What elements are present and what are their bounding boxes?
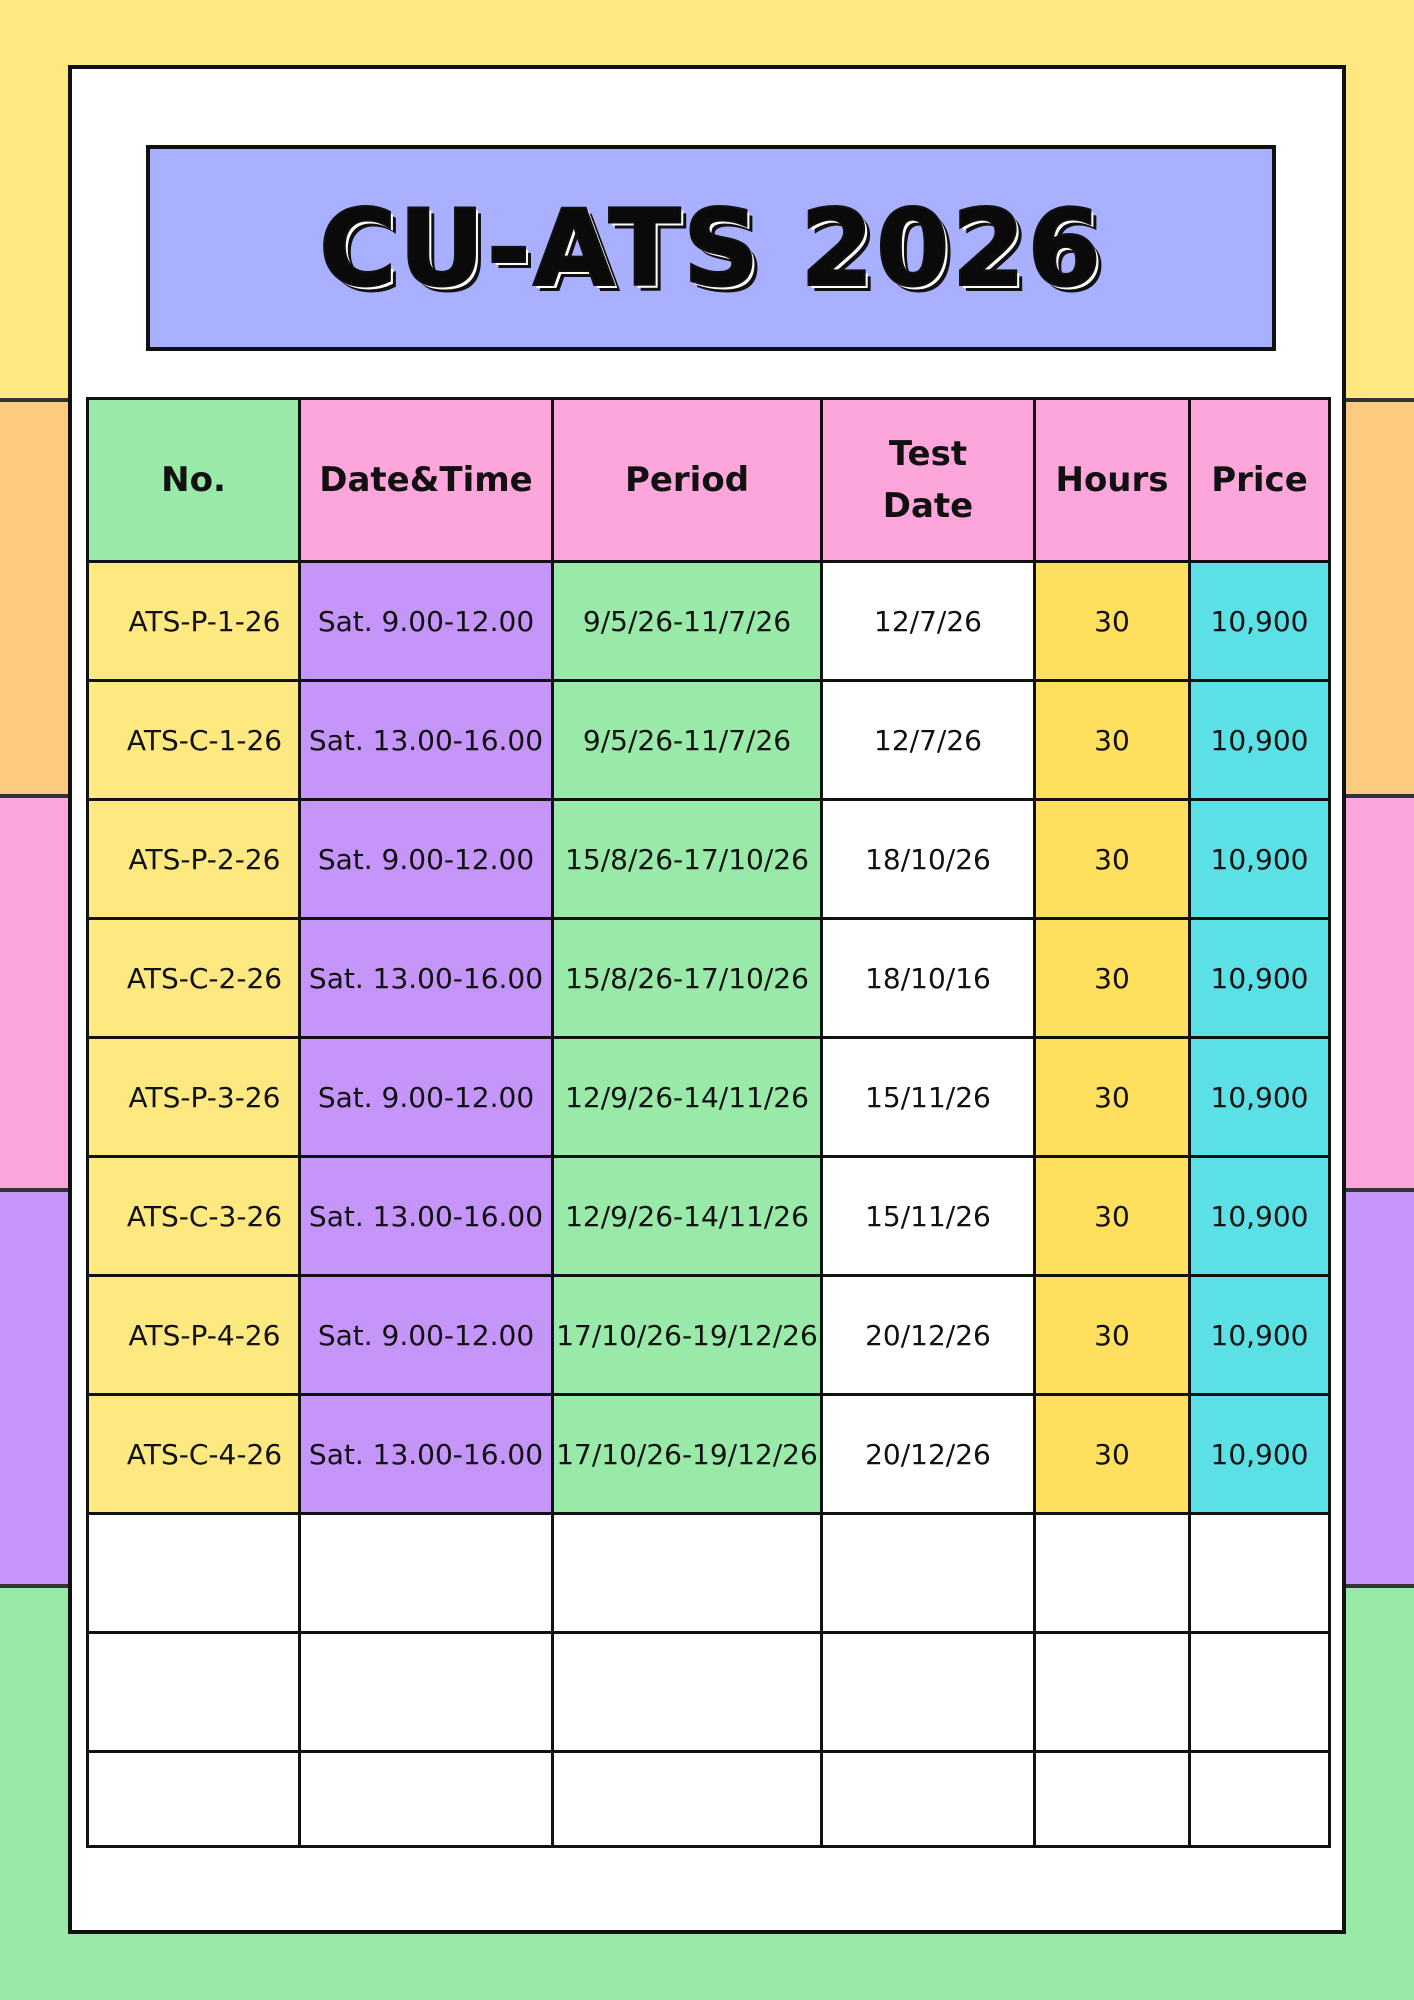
cell-price: 10,900 [1190, 1395, 1330, 1514]
cell-period: 17/10/26-19/12/26 [553, 1395, 822, 1514]
empty-cell [88, 1752, 300, 1847]
cell-hours: 30 [1035, 1276, 1190, 1395]
cell-no: ATS-P-2-26 [88, 800, 300, 919]
cell-datetime: Sat. 9.00-12.00 [300, 800, 553, 919]
empty-cell [1190, 1633, 1330, 1752]
cell-hours: 30 [1035, 1157, 1190, 1276]
cell-price: 10,900 [1190, 1157, 1330, 1276]
empty-cell [1035, 1514, 1190, 1633]
header-hours: Hours [1035, 399, 1190, 562]
table-row [88, 1395, 1330, 1514]
empty-cell [1190, 1514, 1330, 1633]
cell-datetime: Sat. 13.00-16.00 [300, 681, 553, 800]
cell-datetime: Sat. 13.00-16.00 [300, 1395, 553, 1514]
cell-no: ATS-C-1-26 [88, 681, 300, 800]
title-banner [146, 145, 1276, 351]
table-row [88, 562, 1330, 681]
schedule-table [86, 397, 1331, 1848]
cell-period: 9/5/26-11/7/26 [553, 562, 822, 681]
cell-price: 10,900 [1190, 919, 1330, 1038]
cell-no: ATS-C-4-26 [88, 1395, 300, 1514]
cell-test-date: 20/12/26 [822, 1395, 1035, 1514]
empty-cell [1190, 1752, 1330, 1847]
table-row [88, 919, 1330, 1038]
cell-price: 10,900 [1190, 681, 1330, 800]
cell-datetime: Sat. 9.00-12.00 [300, 1276, 553, 1395]
cell-test-date: 18/10/26 [822, 800, 1035, 919]
empty-cell [300, 1514, 553, 1633]
empty-row [88, 1752, 1330, 1847]
empty-cell [553, 1633, 822, 1752]
cell-hours: 30 [1035, 1038, 1190, 1157]
header-period: Period [553, 399, 822, 562]
cell-no: ATS-P-4-26 [88, 1276, 300, 1395]
cell-test-date: 15/11/26 [822, 1038, 1035, 1157]
table-header-row [88, 399, 1330, 562]
empty-cell [88, 1514, 300, 1633]
table-row [88, 1276, 1330, 1395]
header-test-date [822, 399, 1035, 562]
cell-price: 10,900 [1190, 1038, 1330, 1157]
empty-cell [553, 1514, 822, 1633]
cell-hours: 30 [1035, 1395, 1190, 1514]
cell-test-date: 12/7/26 [822, 562, 1035, 681]
cell-test-date: 20/12/26 [822, 1276, 1035, 1395]
cell-test-date: 12/7/26 [822, 681, 1035, 800]
cell-no: ATS-P-3-26 [88, 1038, 300, 1157]
empty-cell [1035, 1752, 1190, 1847]
table-row [88, 800, 1330, 919]
cell-datetime: Sat. 9.00-12.00 [300, 562, 553, 681]
cell-test-date: 18/10/16 [822, 919, 1035, 1038]
page-title: CU-ATS 2026 [318, 186, 1104, 310]
header-test-date-line1: Test [888, 434, 968, 474]
empty-row [88, 1514, 1330, 1633]
table-row [88, 1157, 1330, 1276]
empty-cell [1035, 1633, 1190, 1752]
empty-cell [822, 1752, 1035, 1847]
table-row [88, 1038, 1330, 1157]
cell-hours: 30 [1035, 562, 1190, 681]
empty-cell [300, 1633, 553, 1752]
empty-cell [88, 1633, 300, 1752]
cell-price: 10,900 [1190, 1276, 1330, 1395]
cell-no: ATS-C-2-26 [88, 919, 300, 1038]
empty-cell [822, 1514, 1035, 1633]
empty-cell [553, 1752, 822, 1847]
empty-row [88, 1633, 1330, 1752]
cell-no: ATS-P-1-26 [88, 562, 300, 681]
cell-price: 10,900 [1190, 800, 1330, 919]
header-no: No. [88, 399, 300, 562]
cell-hours: 30 [1035, 681, 1190, 800]
cell-datetime: Sat. 13.00-16.00 [300, 1157, 553, 1276]
cell-period: 17/10/26-19/12/26 [553, 1276, 822, 1395]
cell-no: ATS-C-3-26 [88, 1157, 300, 1276]
cell-period: 12/9/26-14/11/26 [553, 1038, 822, 1157]
cell-datetime: Sat. 13.00-16.00 [300, 919, 553, 1038]
empty-cell [822, 1633, 1035, 1752]
cell-price: 10,900 [1190, 562, 1330, 681]
cell-period: 15/8/26-17/10/26 [553, 919, 822, 1038]
cell-period: 12/9/26-14/11/26 [553, 1157, 822, 1276]
cell-hours: 30 [1035, 800, 1190, 919]
cell-test-date: 15/11/26 [822, 1157, 1035, 1276]
header-price: Price [1190, 399, 1330, 562]
cell-hours: 30 [1035, 919, 1190, 1038]
cell-period: 9/5/26-11/7/26 [553, 681, 822, 800]
header-test-date-line2: Date [882, 486, 974, 526]
header-datetime: Date&Time [300, 399, 553, 562]
empty-cell [300, 1752, 553, 1847]
table-row [88, 681, 1330, 800]
cell-period: 15/8/26-17/10/26 [553, 800, 822, 919]
cell-datetime: Sat. 9.00-12.00 [300, 1038, 553, 1157]
